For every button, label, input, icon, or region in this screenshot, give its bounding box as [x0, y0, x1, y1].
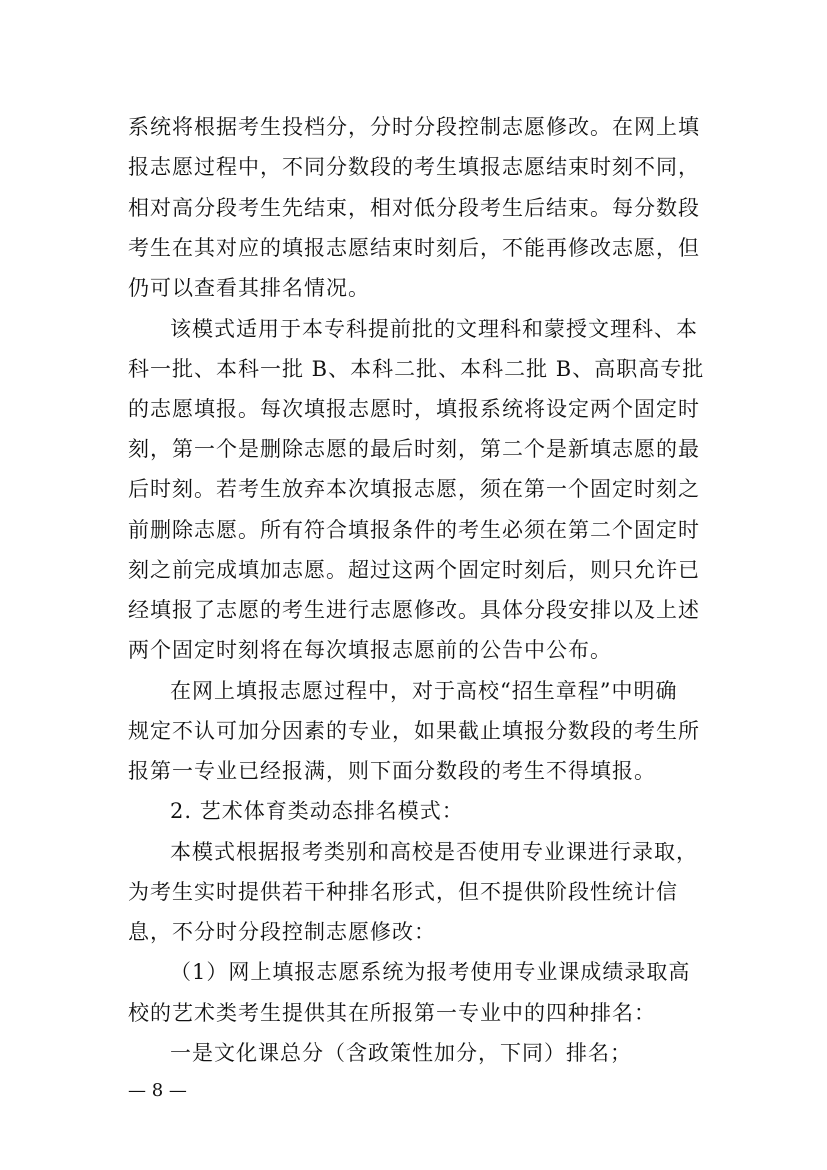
page-number: — 8 —	[128, 1080, 187, 1101]
paragraph-start-line: 在网上填报志愿过程中，对于高校“招生章程”中明确	[170, 679, 678, 703]
text-line: 报志愿过程中，不同分数段的考生填报志愿结束时刻不同，	[128, 155, 700, 179]
section-heading: 2. 艺术体育类动态排名模式：	[170, 799, 464, 823]
text-line: 为考生实时提供若干种排名形式，但不提供阶段性统计信	[128, 880, 678, 904]
text-line: 系统将根据考生投档分，分时分段控制志愿修改。在网上填	[128, 115, 700, 139]
text-line: 报第一专业已经报满，则下面分数段的考生不得填报。	[128, 759, 656, 783]
paragraph-start-line: 本模式根据报考类别和高校是否使用专业课进行录取，	[170, 840, 698, 864]
text-line: 相对高分段考生先结束，相对低分段考生后结束。每分数段	[128, 196, 700, 220]
paragraph-start-line: 一是文化课总分（含政策性加分，下同）排名；	[170, 1041, 632, 1065]
text-line: 刻，第一个是删除志愿的最后时刻，第二个是新填志愿的最	[128, 437, 700, 461]
text-line: 校的艺术类考生提供其在所报第一专业中的四种排名：	[128, 1001, 656, 1025]
paragraph-start-line: （1）网上填报志愿系统为报考使用专业课成绩录取高	[170, 960, 691, 984]
text-line: 后时刻。若考生放弃本次填报志愿，须在第一个固定时刻之	[128, 477, 700, 501]
text-line: 刻之前完成填加志愿。超过这两个固定时刻后，则只允许已	[128, 558, 700, 582]
text-line: 经填报了志愿的考生进行志愿修改。具体分段安排以及上述	[128, 598, 700, 622]
text-line: 前删除志愿。所有符合填报条件的考生必须在第二个固定时	[128, 518, 700, 542]
paragraph-start-line: 该模式适用于本专科提前批的文理科和蒙授文理科、本	[170, 317, 698, 341]
text-line: 考生在其对应的填报志愿结束时刻后，不能再修改志愿，但	[128, 236, 700, 260]
text-line: 规定不认可加分因素的专业，如果截止填报分数段的考生所	[128, 719, 700, 743]
text-line: 科一批、本科一批 B、本科二批、本科二批 B、高职高专批	[128, 357, 705, 381]
text-line: 仍可以查看其排名情况。	[128, 276, 370, 300]
text-line: 的志愿填报。每次填报志愿时，填报系统将设定两个固定时	[128, 397, 700, 421]
text-line: 两个固定时刻将在每次填报志愿前的公告中公布。	[128, 638, 612, 662]
text-line: 息，不分时分段控制志愿修改：	[128, 920, 436, 944]
